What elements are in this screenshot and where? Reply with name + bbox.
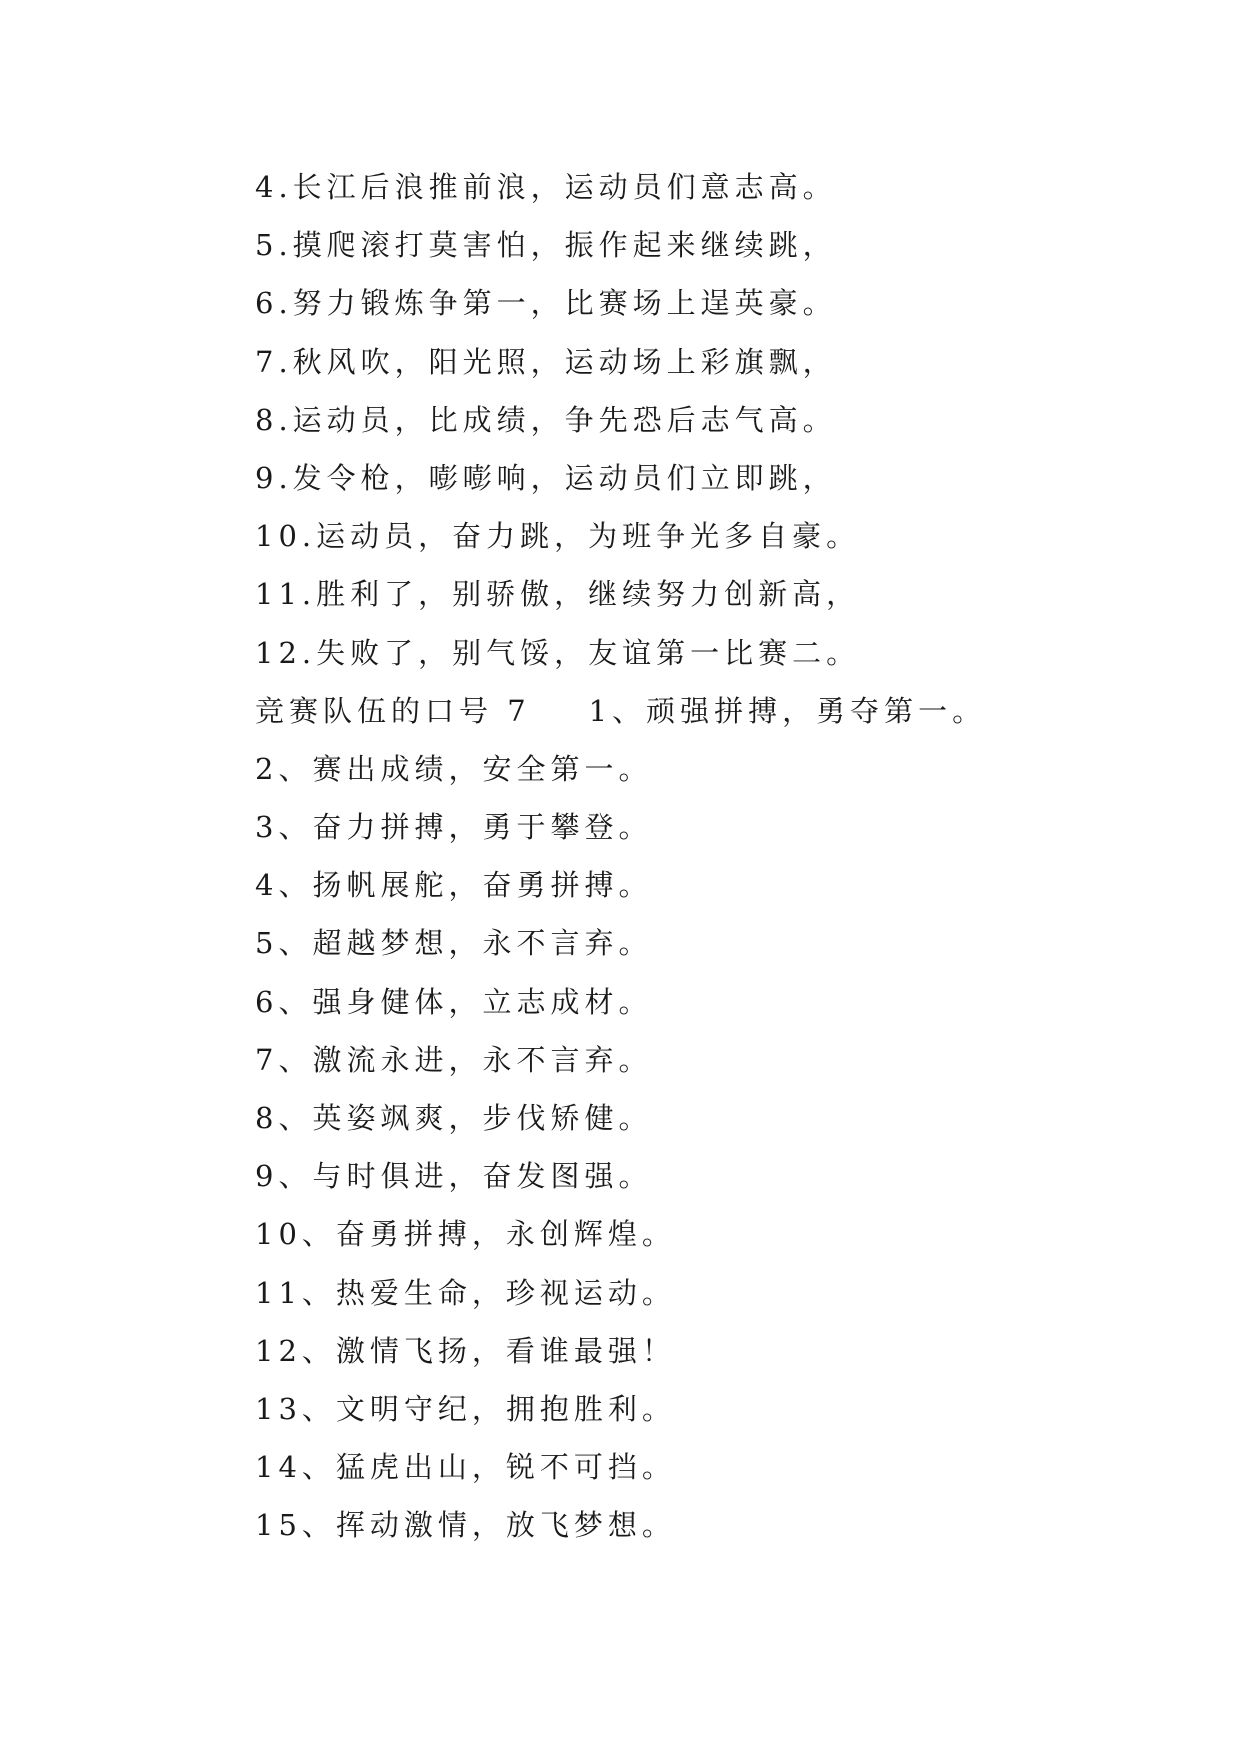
list-item: 14、猛虎出山，锐不可挡。 bbox=[255, 1450, 676, 1485]
slogan-line: 6.努力锻炼争第一，比赛场上逞英豪。 bbox=[255, 286, 837, 321]
list-item: 15、挥动激情，放飞梦想。 bbox=[255, 1508, 676, 1543]
list-item: 10、奋勇拼搏，永创辉煌。 bbox=[255, 1217, 676, 1252]
section-heading: 竞赛队伍的口号 7 bbox=[255, 693, 531, 728]
list-item: 4、扬帆展舵，奋勇拼搏。 bbox=[255, 868, 653, 903]
slogan-line: 7.秋风吹，阳光照，运动场上彩旗飘， bbox=[255, 344, 837, 379]
document-body bbox=[255, 158, 1195, 1555]
slogan-line: 5.摸爬滚打莫害怕，振作起来继续跳， bbox=[255, 228, 837, 263]
list-item: 11、热爱生命，珍视运动。 bbox=[255, 1275, 676, 1310]
slogan-line: 9.发令枪，嘭嘭响，运动员们立即跳， bbox=[255, 460, 837, 495]
slogan-line: 10.运动员，奋力跳，为班争光多自豪。 bbox=[255, 519, 861, 554]
list-item: 13、文明守纪，拥抱胜利。 bbox=[255, 1391, 676, 1426]
list-item: 7、激流永进，永不言弃。 bbox=[255, 1042, 653, 1077]
section-first-item: 1、顽强拼搏，勇夺第一。 bbox=[588, 693, 987, 728]
section-heading-line bbox=[255, 682, 1195, 740]
list-item: 8、英姿飒爽，步伐矫健。 bbox=[255, 1101, 653, 1135]
list-item: 9、与时俱进，奋发图强。 bbox=[255, 1159, 653, 1194]
slogan-line: 11.胜利了，别骄傲，继续努力创新高， bbox=[255, 577, 861, 612]
list-item: 5、超越梦想，永不言弃。 bbox=[255, 926, 653, 961]
list-item: 3、奋力拼搏，勇于攀登。 bbox=[255, 810, 653, 845]
slogan-line: 12.失败了，别气馁，友谊第一比赛二。 bbox=[255, 635, 861, 670]
list-item: 12、激情飞扬，看谁最强！ bbox=[255, 1333, 676, 1368]
slogan-line: 8.运动员，比成绩，争先恐后志气高。 bbox=[255, 402, 837, 437]
list-item: 2、赛出成绩，安全第一。 bbox=[255, 751, 653, 786]
list-item: 6、强身健体，立志成材。 bbox=[255, 984, 653, 1019]
slogan-line: 4.长江后浪推前浪，运动员们意志高。 bbox=[255, 170, 837, 204]
